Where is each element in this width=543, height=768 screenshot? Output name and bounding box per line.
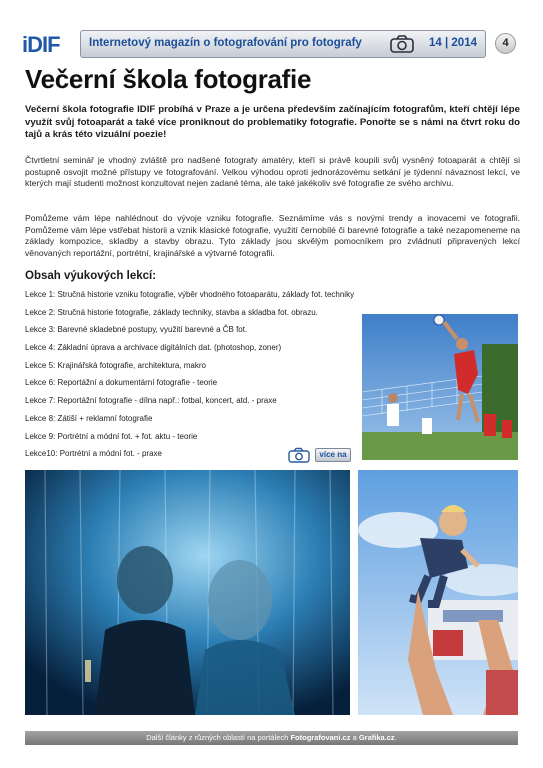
footer-link-fotografovani[interactable]: Fotografovani.cz (290, 733, 351, 742)
lessons-list (25, 290, 355, 467)
more-button[interactable]: více na (315, 448, 351, 462)
list-item: Lekce 4: Základní úprava a archivace digitálních dat. (photoshop, zoner) (25, 343, 282, 353)
footer-suffix: . (394, 733, 397, 742)
list-item: Lekce 1: Stručná historie vzniku fotografie, výběr vhodného fotoaparátu, základy fot. techniky (25, 290, 355, 299)
list-item: Lekce10: Portrétní a módní fot. - praxe (25, 449, 162, 459)
logo-text: iDIF (22, 32, 60, 57)
header-bar (80, 30, 486, 58)
camera-icon (287, 447, 311, 463)
page-number: 4 (495, 33, 516, 54)
child-photo (358, 470, 518, 715)
list-item: Lekce 6: Reportážní a dokumentární fotografie - teorie (25, 378, 218, 388)
list-item: Lekce 8: Zátiší + reklamní fotografie (25, 413, 153, 423)
magazine-title: Internetový magazín o fotografování pro fotografy (89, 37, 362, 49)
issue-number: 14 | 2014 (429, 37, 477, 49)
footer-text (25, 733, 518, 742)
footer-link-grafika[interactable]: Grafika.cz (358, 733, 395, 742)
lessons-title: Obsah výukových lekcí: (25, 270, 157, 282)
article-paragraph-2: Pomůžeme vám lépe nahlédnout do vývoje vzniku fotografie. Seznámíme vás s novými trendy a inovacemi ve fotografii. Pomůžeme vám lépe vstřebat historii a vznik klasické fotografie, využití černobílé či barevné fotografie a také nezapomeneme na základy kompozice, skladby a stavby obrazu. Tyto základy jsou skvělým pomocníkem pro zvládnutí připravených lekcí věnovaných reportážní, portrétní, krajinářské a výtvarné fotografii. (25, 213, 520, 258)
footer-prefix: Další články z různých oblastí na portálech (146, 733, 289, 742)
list-item: Lekce 9: Portrétní a módní fot. + fot. aktu - teorie (25, 431, 198, 441)
article-paragraph-1: Čtvrtletní seminář je vhodný zvláště pro nadšené fotografy amatéry, kteří si právě koupili svůj vysněný fotoaparát a chtějí si postupně osvojit možné přístupy ve fotografování. Velkou výhodou oproti jednorázovému setkání je týdenní návaznost lekcí, ve kterých mají studenti možnost konzultovat nejen zadané téma, ale také jakékoliv své fotografie ze svého archivu. (25, 155, 520, 189)
list-item: Lekce 7: Reportážní fotografie - dílna např.: fotbal, koncert, atd. - praxe (25, 396, 277, 406)
volleyball-photo (362, 314, 518, 460)
article-title: Večerní škola fotografie (25, 64, 312, 94)
list-item: Lekce 2: Stručná historie fotografie, základy techniky, stavba a skladba fot. obrazu. (25, 307, 318, 317)
list-item: Lekce 5: Krajinářská fotografie, architektura, makro (25, 360, 206, 370)
footer-connector: a (352, 733, 357, 742)
water-wall-photo (25, 470, 350, 715)
list-item: Lekce 3: Barevné skladebné postupy, využití barevné a ČB fot. (25, 325, 248, 335)
camera-icon (389, 34, 415, 54)
article-lead: Večerní škola fotografie IDIF probíhá v Praze a je určena především začínajícím fotografům, kteří chtějí lépe využít svůj fotoaparát a také více proniknout do problematiky fotografie. Ponořte se s námi na čtvrt roku do tajů a krás této vizuální poezie! (25, 104, 520, 141)
idif-logo (22, 32, 72, 58)
footer-bar (25, 731, 518, 745)
